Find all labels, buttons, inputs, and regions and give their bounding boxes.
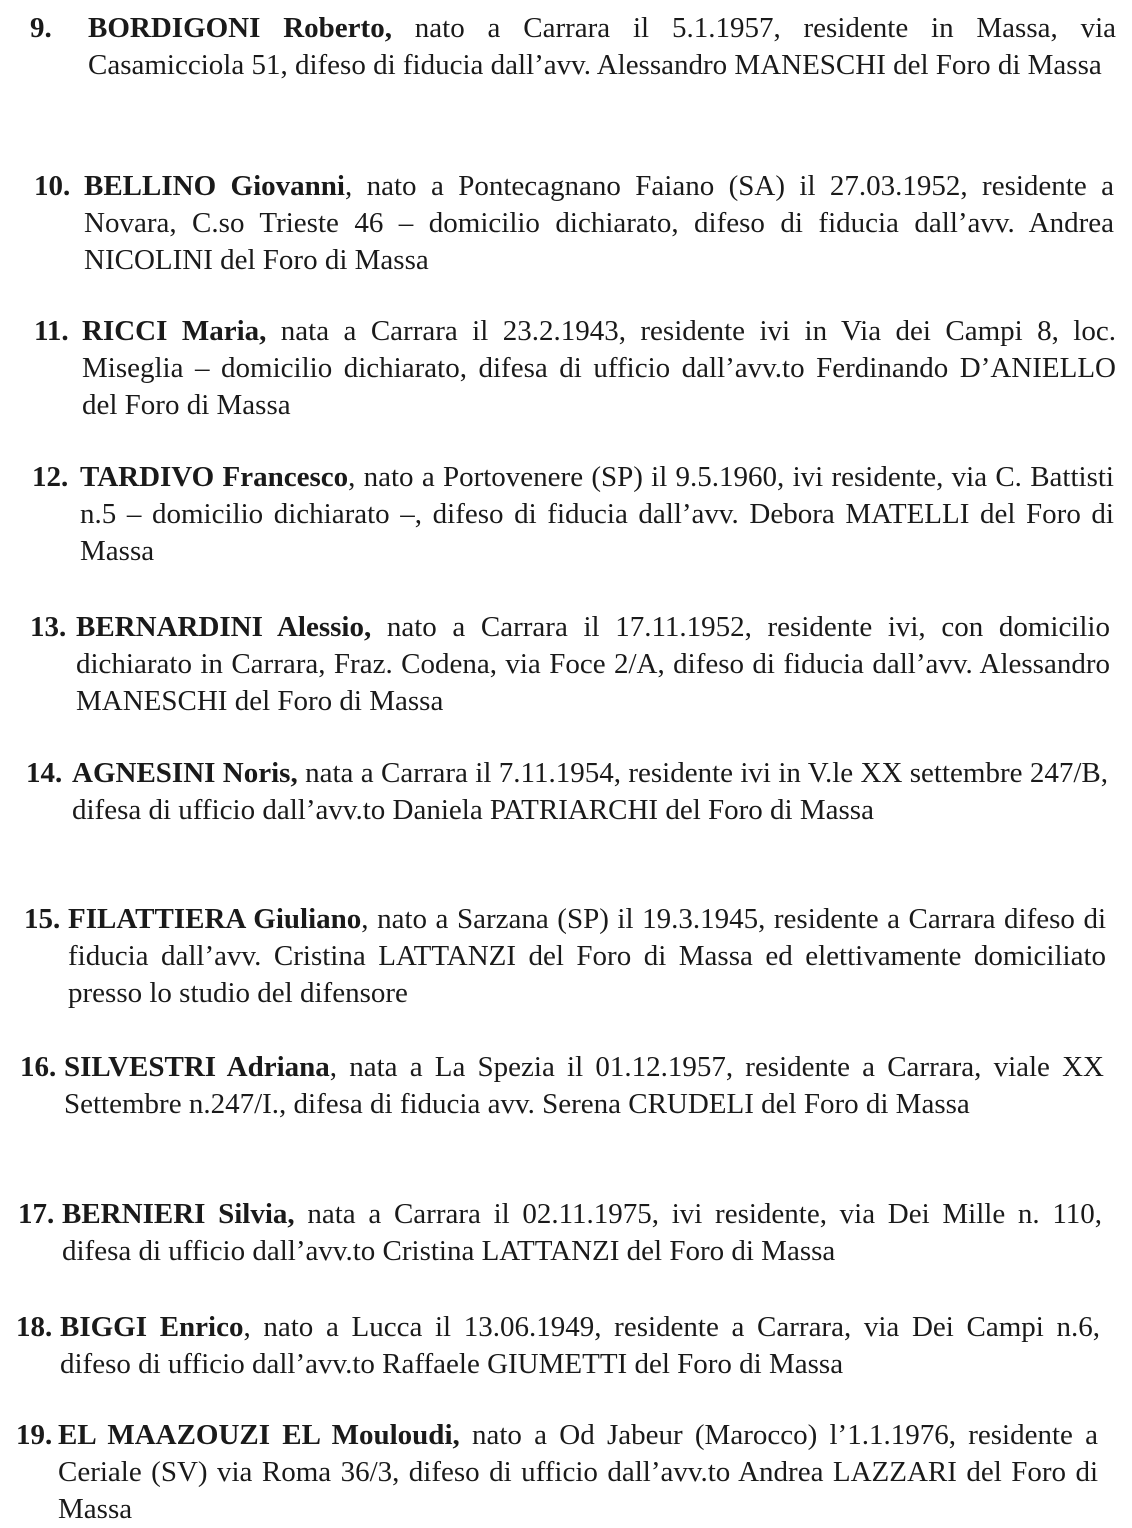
defendant-name: EL MAAZOUZI EL Mouloudi,: [58, 1419, 460, 1451]
entry-text: nato a Carrara il 17.11.1952, residente ivi, con domicilio dichiarato in Carrara, Fraz. Codena, via Foce 2/A, difeso di fiducia dall’avv. Alessandro MANESCHI del Foro di Massa: [76, 611, 1110, 717]
entry-number: 9.: [30, 12, 52, 44]
entry-text: , nato a Portovenere (SP) il 9.5.1960, ivi residente, via C. Battisti n.5 – domicilio dichiarato –, difeso di fiducia dall’avv. Debora MATELLI del Foro di Massa: [80, 461, 1114, 567]
entry-text: , nato a Lucca il 13.06.1949, residente a Carrara, via Dei Campi n.6, difeso di ufficio dall’avv.to Raffaele GIUMETTI del Foro di Massa: [60, 1311, 1100, 1380]
entry-10: [34, 168, 1114, 279]
defendant-name: BIGGI Enrico: [60, 1311, 244, 1343]
entry-16: [20, 1049, 1104, 1123]
entry-number: 12.: [32, 461, 69, 493]
entry-text: nato a Od Jabeur (Marocco) l’1.1.1976, residente a Ceriale (SV) via Roma 36/3, difeso di ufficio dall’avv.to Andrea LAZZARI del Foro di Massa: [58, 1419, 1098, 1525]
defendant-name: BORDIGONI Roberto,: [88, 12, 392, 44]
defendant-name: AGNESINI Noris,: [72, 757, 298, 789]
entry-number: 14.: [26, 757, 63, 789]
entry-number: 11.: [34, 315, 69, 347]
entry-15: [24, 901, 1106, 1012]
entry-11: [34, 313, 1116, 424]
entry-text: nato a Carrara il 5.1.1957, residente in Massa, via Casamicciola 51, difeso di fiducia dall’avv. Alessandro MANESCHI del Foro di Massa: [88, 12, 1116, 81]
entry-number: 15.: [24, 903, 61, 935]
defendant-name: FILATTIERA Giuliano: [68, 903, 362, 935]
entry-text: , nato a Sarzana (SP) il 19.3.1945, residente a Carrara difeso di fiducia dall’avv. Cristina LATTANZI del Foro di Massa ed elettivamente domiciliato presso lo studio del difensore: [68, 903, 1106, 1009]
entry-14: [26, 755, 1109, 829]
entry-number: 13.: [30, 611, 67, 643]
defendant-name: BERNARDINI Alessio,: [76, 611, 372, 643]
entry-text: , nato a Pontecagnano Faiano (SA) il 27.03.1952, residente a Novara, C.so Trieste 46 – domicilio dichiarato, difeso di fiducia dall’avv. Andrea NICOLINI del Foro di Massa: [84, 170, 1114, 276]
entry-number: 16.: [20, 1051, 57, 1083]
entry-number: 17.: [18, 1198, 55, 1230]
defendant-name: RICCI Maria,: [82, 315, 267, 347]
entry-text: nata a Carrara il 7.11.1954, residente ivi in V.le XX settembre 247/B, difesa di ufficio dall’avv.to Daniela PATRIARCHI del Foro di Massa: [72, 757, 1109, 826]
entry-text: nata a Carrara il 02.11.1975, ivi residente, via Dei Mille n. 110, difesa di ufficio dall’avv.to Cristina LATTANZI del Foro di Massa: [62, 1198, 1103, 1267]
entry-12: [32, 459, 1114, 570]
entry-19: [16, 1417, 1098, 1528]
entry-number: 18.: [16, 1311, 53, 1343]
entry-13: [30, 609, 1110, 720]
defendant-name: SILVESTRI Adriana: [64, 1051, 330, 1083]
entry-text: nata a Carrara il 23.2.1943, residente ivi in Via dei Campi 8, loc. Miseglia – domicilio dichiarato, difesa di ufficio dall’avv.to Ferdinando D’ANIELLO del Foro di Massa: [82, 315, 1116, 421]
defendant-name: TARDIVO Francesco: [80, 461, 349, 493]
entry-18: [16, 1309, 1100, 1383]
entry-text: , nata a La Spezia il 01.12.1957, residente a Carrara, viale XX Settembre n.247/I., difesa di fiducia avv. Serena CRUDELI del Foro di Massa: [64, 1051, 1104, 1120]
defendant-name: BELLINO Giovanni: [84, 170, 345, 202]
defendant-name: BERNIERI Silvia,: [62, 1198, 295, 1230]
entry-number: 10.: [34, 170, 71, 202]
entry-17: [18, 1196, 1103, 1270]
entry-9: [30, 10, 1116, 84]
entry-number: 19.: [16, 1419, 53, 1451]
